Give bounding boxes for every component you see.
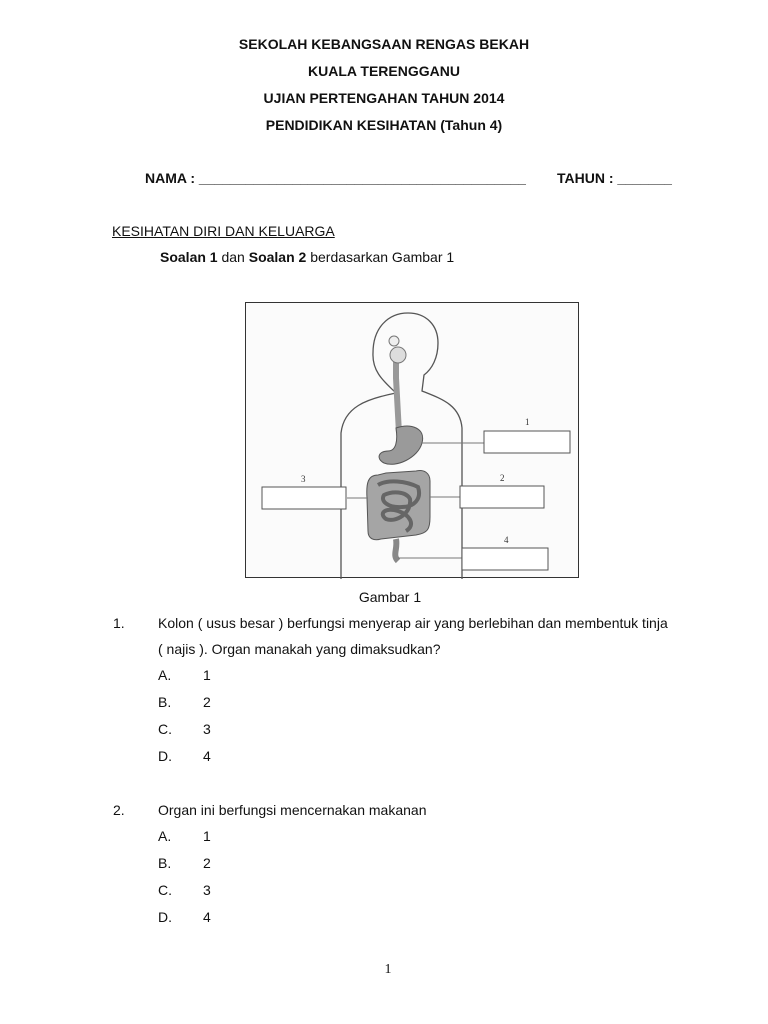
q1-option-b-value[interactable]: 2 — [203, 694, 211, 710]
intro-question-2: Soalan 2 — [248, 249, 307, 265]
student-info-row — [145, 170, 685, 186]
intro-question-1: Soalan 1 — [160, 249, 218, 265]
figure-caption: Gambar 1 — [358, 589, 422, 605]
question-2-number: 2. — [113, 802, 125, 818]
label-number-1: 1 — [525, 417, 530, 427]
digestive-system-figure — [245, 302, 579, 578]
q1-option-d-value[interactable]: 4 — [203, 748, 211, 764]
esophagus — [396, 358, 399, 433]
q2-option-c-letter: C. — [158, 882, 172, 898]
q2-option-a-value[interactable]: 1 — [203, 828, 211, 844]
label-box-2 — [460, 486, 544, 508]
school-name: SEKOLAH KEBANGSAAN RENGAS BEKAH — [238, 36, 530, 52]
q1-option-b-letter: B. — [158, 694, 172, 710]
section-intro — [160, 249, 454, 265]
throat-area — [389, 336, 399, 346]
q2-option-b-letter: B. — [158, 855, 172, 871]
page-number: 1 — [384, 962, 392, 977]
q2-option-d-letter: D. — [158, 909, 172, 925]
question-1-text-line2: ( najis ). Organ manakah yang dimaksudkan? — [158, 641, 441, 657]
q1-option-d-letter: D. — [158, 748, 172, 764]
digestive-system-illustration — [246, 303, 580, 579]
label-box-1 — [484, 431, 570, 453]
mouth-area — [390, 347, 406, 363]
label-box-4 — [462, 548, 548, 570]
q2-option-a-letter: A. — [158, 828, 172, 844]
stomach — [379, 426, 423, 464]
question-1-number: 1. — [113, 615, 125, 631]
intro-rest: berdasarkan Gambar 1 — [306, 249, 455, 265]
q2-option-c-value[interactable]: 3 — [203, 882, 211, 898]
q1-option-a-letter: A. — [158, 667, 172, 683]
subject-title: PENDIDIKAN KESIHATAN (Tahun 4) — [265, 117, 503, 133]
school-location: KUALA TERENGGANU — [308, 63, 460, 79]
label-number-2: 2 — [500, 473, 505, 483]
label-number-4: 4 — [504, 535, 509, 545]
question-2-text: Organ ini berfungsi mencernakan makanan — [158, 802, 427, 818]
intro-and: dan — [217, 249, 249, 265]
label-number-3: 3 — [301, 474, 306, 484]
q2-option-d-value[interactable]: 4 — [203, 909, 211, 925]
q2-option-b-value[interactable]: 2 — [203, 855, 211, 871]
year-field[interactable]: TAHUN : _______ — [557, 170, 672, 186]
q1-option-a-value[interactable]: 1 — [203, 667, 211, 683]
question-1-text-line1: Kolon ( usus besar ) berfungsi menyerap air yang berlebihan dan membentuk tinja — [158, 615, 668, 631]
exam-title: UJIAN PERTENGAHAN TAHUN 2014 — [263, 90, 505, 106]
rectum — [395, 539, 398, 561]
name-field[interactable]: NAMA : __________________________________________ — [145, 170, 526, 186]
q1-option-c-value[interactable]: 3 — [203, 721, 211, 737]
section-title: KESIHATAN DIRI DAN KELUARGA — [112, 223, 335, 239]
label-box-3 — [262, 487, 346, 509]
q1-option-c-letter: C. — [158, 721, 172, 737]
